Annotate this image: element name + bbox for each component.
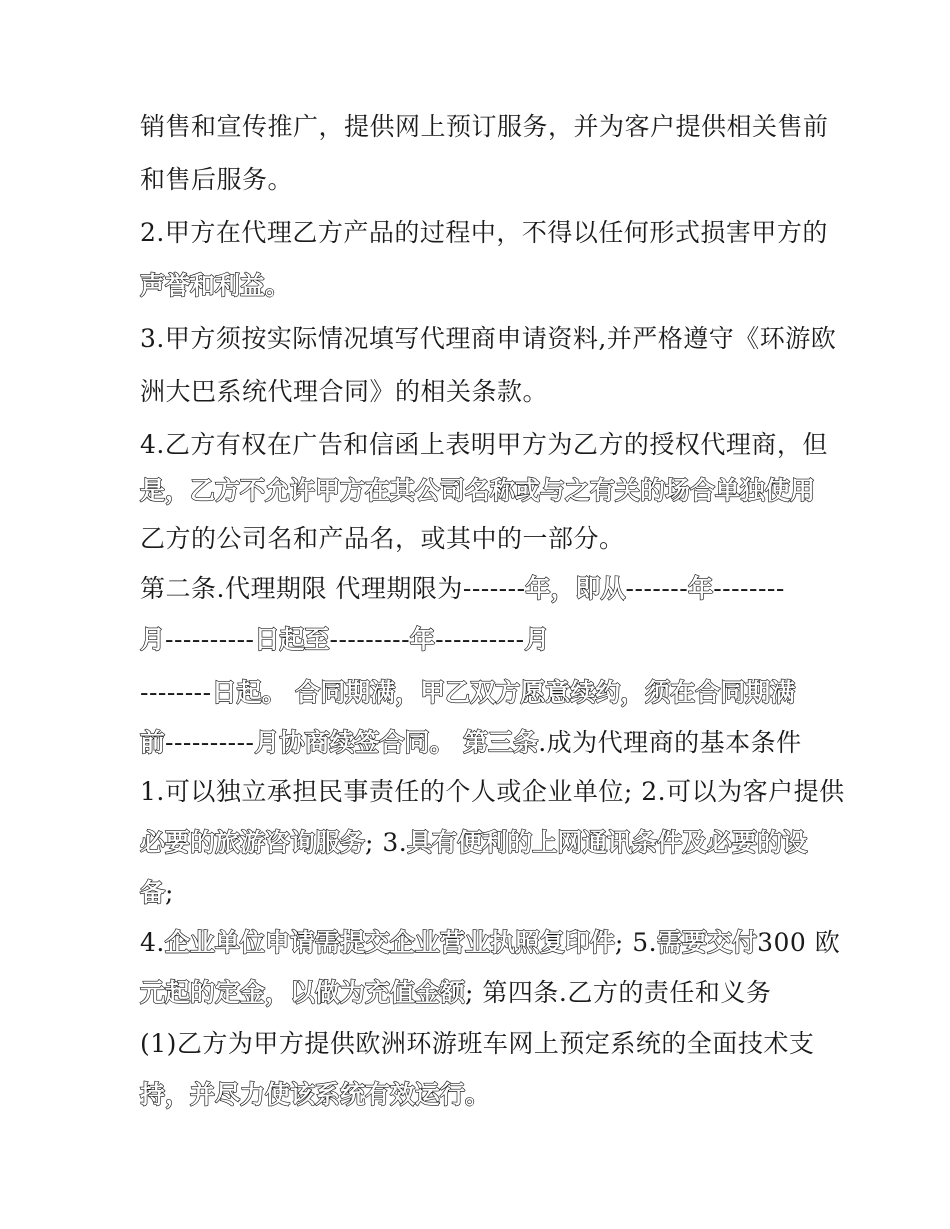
text-run: 声誉和利益。 — [140, 271, 291, 300]
text-run: 具有便利的上网通讯条件及必要的设 — [407, 828, 808, 857]
text-line — [140, 926, 840, 960]
text-line — [140, 623, 840, 657]
text-line — [140, 474, 840, 508]
text-line — [140, 775, 845, 809]
text-run: 持，并尽力使该系统有效运行。 — [140, 1080, 491, 1109]
text-run: -------- — [140, 678, 212, 707]
text-run: ------- — [625, 574, 689, 603]
text-line — [140, 428, 840, 462]
text-line — [140, 876, 840, 910]
text-run: 企业单位申请需提交企业营业执照复印件 — [164, 928, 615, 957]
text-line — [140, 976, 840, 1010]
text-line — [140, 826, 840, 860]
text-run: 乙方的公司名和产品名，或其中的一部分。 — [140, 524, 625, 553]
text-line — [140, 322, 840, 356]
text-run: 月 — [140, 625, 166, 654]
text-run: 前 — [140, 728, 166, 757]
text-run: 年，即从 — [525, 574, 626, 603]
text-run: 1.可以独立承担民事责任的个人或企业单位; 2.可以为客户提供 — [140, 777, 845, 806]
text-line — [140, 572, 840, 606]
text-run: 300 欧 — [757, 928, 841, 957]
text-run: 年 — [688, 574, 714, 603]
text-run: ; — [165, 878, 174, 907]
text-run: (1)乙方为甲方提供欧洲环游班车网上预定系统的全面技术支 — [140, 1029, 815, 1058]
text-run: 是，乙方不允许甲方在其公司名称或与之有关的场合单独使用 — [140, 476, 816, 505]
text-run: 月协商续签合同。 第三条 — [254, 728, 539, 757]
text-run: 备 — [140, 878, 166, 907]
text-line — [140, 522, 840, 556]
text-run: ---------- — [165, 625, 255, 654]
text-run: 需要交付 — [657, 928, 758, 957]
text-run: 洲大巴系统代理合同》的相关条款。 — [140, 377, 549, 406]
text-run: 日起。 合同期满，甲乙双方愿意续约，须在合同期满 — [211, 678, 796, 707]
text-line — [140, 1078, 840, 1112]
text-run: 第二条.代理期限 代理期限为------- — [140, 574, 526, 603]
text-run: ; 第四条.乙方的责任和义务 — [465, 978, 772, 1007]
text-run: .成为代理商的基本条件 — [538, 728, 802, 757]
text-run: 3.甲方须按实际情况填写代理商申请资料,并严格遵守《环游欧 — [140, 324, 837, 353]
text-run: 必要的旅游咨询服务 — [140, 828, 366, 857]
text-run: -------- — [713, 574, 785, 603]
text-run: 年 — [410, 625, 436, 654]
text-run: 销售和宣传推广，提供网上预订服务，并为客户提供相关售前 — [140, 112, 829, 141]
text-run: 元起的定金，以做为充值金额 — [140, 978, 466, 1007]
text-line — [140, 676, 840, 710]
text-line — [140, 269, 840, 303]
text-line — [140, 110, 840, 144]
text-run: 2.甲方在代理乙方产品的过程中，不得以任何形式损害甲方的 — [140, 218, 828, 247]
text-run: --------- — [329, 625, 411, 654]
text-line — [140, 375, 840, 409]
text-run: 日起至 — [254, 625, 330, 654]
text-run: ---------- — [165, 728, 255, 757]
text-run: 月 — [524, 625, 550, 654]
text-run: 4. — [140, 928, 165, 957]
text-run: 和售后服务。 — [140, 165, 294, 194]
text-run: ; 3. — [365, 828, 408, 857]
text-run: ; 5. — [614, 928, 658, 957]
text-line — [140, 1027, 840, 1061]
text-line — [140, 216, 840, 250]
text-line — [140, 726, 840, 760]
text-run: 4.乙方有权在广告和信函上表明甲方为乙方的授权代理商，但 — [140, 430, 828, 459]
text-line — [140, 163, 840, 197]
text-run: ---------- — [435, 625, 525, 654]
